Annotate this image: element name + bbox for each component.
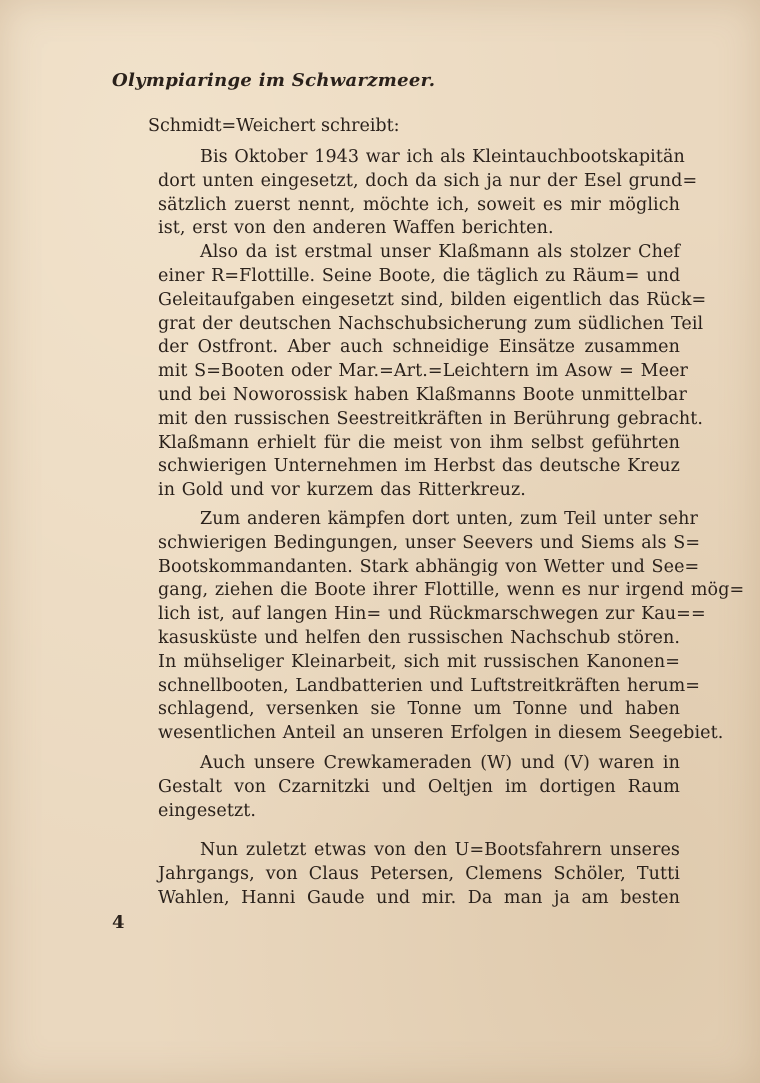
page-number: 4 bbox=[112, 912, 125, 933]
text-line: grat der deutschen Nachschubsicherung zum südlichen Teil bbox=[158, 313, 704, 334]
intro-line: Schmidt=Weichert schreibt: bbox=[148, 116, 400, 136]
text-line: ist, erst von den anderen Waffen berichten. bbox=[158, 218, 554, 239]
text-line: Gestalt von Czarnitzki und Oeltjen im dortigen Raum bbox=[158, 776, 680, 797]
paragraph bbox=[158, 752, 680, 823]
text-line: Geleitaufgaben eingesetzt sind, bilden eigentlich das Rück= bbox=[158, 289, 707, 310]
text-line: schwierigen Unternehmen im Herbst das deutsche Kreuz bbox=[158, 456, 680, 477]
text-line: einer R=Flottille. Seine Boote, die täglich zu Räum= und bbox=[158, 265, 681, 286]
text-line: der Ostfront. Aber auch schneidige Einsätze zusammen bbox=[158, 337, 680, 358]
paragraph bbox=[158, 241, 707, 503]
text-line: schwierigen Bedingungen, unser Seevers und Siems als S= bbox=[158, 532, 701, 553]
text-line: in Gold und vor kurzem das Ritterkreuz. bbox=[158, 480, 526, 501]
text-line: In mühseliger Kleinarbeit, sich mit russischen Kanonen= bbox=[158, 651, 680, 672]
text-line: Bootskommandanten. Stark abhängig von Wetter und See= bbox=[158, 556, 700, 577]
paragraph bbox=[158, 839, 680, 910]
text-line: schnellbooten, Landbatterien und Luftstreitkräften herum= bbox=[158, 675, 701, 696]
text-line: schlagend, versenken sie Tonne um Tonne und haben bbox=[158, 699, 680, 720]
text-line: Zum anderen kämpfen dort unten, zum Teil unter sehr bbox=[200, 508, 698, 529]
paragraph bbox=[158, 508, 745, 746]
text-line: Also da ist erstmal unser Klaßmann als stolzer Chef bbox=[200, 242, 680, 263]
text-line: Bis Oktober 1943 war ich als Kleintauchbootskapitän bbox=[200, 147, 685, 167]
text-line: mit den russischen Seestreitkräften in Berührung gebracht. bbox=[158, 408, 704, 429]
text-line: kasusküste und helfen den russischen Nachschub stören. bbox=[158, 627, 680, 648]
page-heading: Olympiaringe im Schwarzmeer. bbox=[112, 70, 436, 91]
text-line: dort unten eingesetzt, doch da sich ja nur der Esel grund= bbox=[158, 170, 698, 191]
text-line: sätzlich zuerst nennt, möchte ich, soweit es mir möglich bbox=[158, 194, 680, 215]
text-line: wesentlichen Anteil an unseren Erfolgen in diesem Seegebiet. bbox=[158, 723, 724, 744]
paragraph bbox=[158, 146, 698, 241]
text-line: und bei Noworossisk haben Klaßmanns Boote unmittelbar bbox=[158, 384, 687, 405]
text-line: Auch unsere Crewkameraden (W) und (V) waren in bbox=[200, 752, 680, 773]
text-line: mit S=Booten oder Mar.=Art.=Leichtern im Asow = Meer bbox=[158, 361, 689, 382]
text-line: Klaßmann erhielt für die meist von ihm selbst geführten bbox=[158, 432, 680, 453]
body-text bbox=[158, 146, 745, 911]
text-line: lich ist, auf langen Hin= und Rückmarschwegen zur Kau== bbox=[158, 604, 706, 625]
text-line: gang, ziehen die Boote ihrer Flottille, wenn es nur irgend mög= bbox=[158, 580, 745, 601]
text-line: eingesetzt. bbox=[158, 800, 257, 821]
text-line: Wahlen, Hanni Gaude und mir. Da man ja am besten bbox=[158, 887, 680, 908]
text-line: Jahrgangs, von Claus Petersen, Clemens Schöler, Tutti bbox=[158, 864, 680, 885]
text-line: Nun zuletzt etwas von den U=Bootsfahrern unseres bbox=[200, 840, 680, 861]
